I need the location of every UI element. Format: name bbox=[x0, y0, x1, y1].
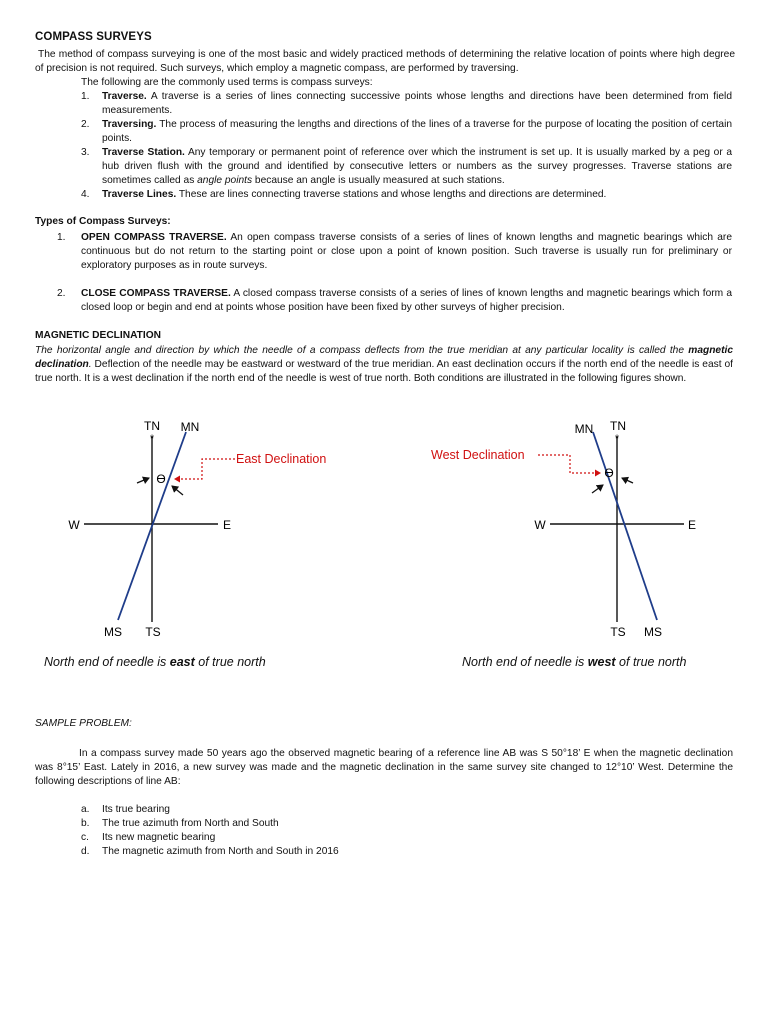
callout-leader bbox=[175, 459, 235, 479]
type-name: CLOSE COMPASS TRAVERSE. bbox=[81, 288, 231, 299]
east-caption bbox=[44, 655, 266, 669]
term-name: Traverse. bbox=[102, 91, 147, 102]
term-definition: Any temporary or permanent point of reference over which the instrument is set up. It is usually marked by a peg or a hub driven flush with the ground and identified by consecutive letters or numbers as the survey progresses. Traverse stations are sometimes called as bbox=[102, 147, 732, 186]
star-icon: * bbox=[149, 433, 155, 445]
term-definition: These are lines connecting traverse stations and whose lengths and directions are determined. bbox=[176, 189, 607, 200]
tn-label: TN bbox=[144, 419, 160, 433]
term-definition-end: because an angle is usually measured at such stations. bbox=[252, 175, 505, 186]
list-number: 1. bbox=[57, 232, 66, 243]
list-letter: a. bbox=[81, 804, 90, 815]
list-letter: b. bbox=[81, 818, 90, 829]
caption-text-end: of true north bbox=[194, 655, 266, 669]
w-label: W bbox=[534, 518, 546, 532]
type-definition: A closed compass traverse consists of a series of lines of known lengths and magnetic bearings which form a closed loop or begin and end at points whose position have been fixed by other surveys of higher precision. bbox=[81, 288, 732, 313]
list-item bbox=[0, 831, 339, 845]
terms-intro: The following are the commonly used terms is compass surveys: bbox=[81, 77, 373, 88]
page-title: COMPASS SURVEYS bbox=[35, 31, 152, 43]
declination-diagrams bbox=[0, 408, 768, 648]
list-item bbox=[0, 90, 732, 118]
list-number: 3. bbox=[81, 147, 90, 158]
list-number: 2. bbox=[81, 119, 90, 130]
list-number: 4. bbox=[81, 189, 90, 200]
term-name: Traverse Station. bbox=[102, 147, 185, 158]
question-text: Its true bearing bbox=[102, 804, 170, 815]
angle-arrow-icon bbox=[137, 478, 149, 483]
east-declination-label: East Declination bbox=[236, 452, 327, 466]
defined-term: magnetic declination bbox=[35, 345, 733, 370]
theta-label: ϴ bbox=[604, 466, 614, 480]
mn-label: MN bbox=[180, 420, 200, 434]
west-caption bbox=[462, 655, 686, 669]
question-text: The magnetic azimuth from North and South in 2016 bbox=[102, 846, 339, 857]
list-letter: c. bbox=[81, 832, 89, 843]
mn-label: MN bbox=[574, 422, 594, 436]
list-item bbox=[0, 188, 732, 202]
east-declination-figure bbox=[68, 419, 326, 639]
e-label: E bbox=[687, 518, 697, 532]
definition-end: . bbox=[88, 359, 95, 370]
caption-text-end: of true north bbox=[615, 655, 687, 669]
star-icon: * bbox=[614, 433, 620, 445]
ts-label: TS bbox=[610, 625, 626, 639]
terms-list bbox=[0, 90, 768, 202]
magnetic-needle-line bbox=[593, 432, 657, 620]
question-text: Its new magnetic bearing bbox=[102, 832, 216, 843]
list-item bbox=[0, 817, 339, 831]
sample-problem bbox=[35, 747, 733, 789]
questions-list bbox=[0, 803, 339, 859]
list-number: 1. bbox=[81, 91, 90, 102]
declination-paragraph bbox=[35, 344, 733, 386]
west-declination-figure bbox=[431, 419, 696, 639]
callout-leader bbox=[538, 455, 600, 473]
angle-arrow-icon bbox=[172, 486, 183, 495]
w-label: W bbox=[68, 518, 80, 532]
types-list bbox=[0, 231, 768, 315]
term-emphasis: angle points bbox=[197, 175, 253, 186]
list-item bbox=[0, 231, 732, 273]
list-item bbox=[0, 845, 339, 859]
angle-arrow-icon bbox=[622, 478, 633, 483]
intro-paragraph: The method of compass surveying is one of the most basic and widely practiced methods of determining the relative location of points where high degree of precision is not required. Such surveys, which employ a magnetic compass, are performed by traversing. bbox=[35, 49, 735, 74]
list-item bbox=[0, 118, 732, 146]
declination-explanation: Deflection of the needle may be eastward or westward of the true meridian. An east declination occurs if the north end of the needle is east of true north. It is a west declination if the north end of the needle is west of true north. Both conditions are illustrated in the following figures shown. bbox=[35, 359, 733, 384]
type-definition: An open compass traverse consists of a series of lines of known lengths and magnetic bearings which are continuous but do not return to the starting point or close upon a point of known position. Such traverse is usually run for preliminary or exploratory purposes as in route surveys. bbox=[81, 232, 732, 271]
question-text: The true azimuth from North and South bbox=[102, 818, 279, 829]
term-definition: A traverse is a series of lines connecting successive points whose lengths and directions have been determined from field measurements. bbox=[102, 91, 732, 116]
angle-arrow-icon bbox=[592, 485, 603, 493]
term-name: Traversing. bbox=[102, 119, 157, 130]
type-name: OPEN COMPASS TRAVERSE. bbox=[81, 232, 227, 243]
theta-label: ϴ bbox=[156, 472, 166, 486]
definition-text: The horizontal angle and direction by which the needle of a compass deflects from the true meridian at any particular locality is called the bbox=[35, 345, 689, 356]
tn-label: TN bbox=[610, 419, 626, 433]
list-item bbox=[0, 803, 339, 817]
e-label: E bbox=[222, 518, 232, 532]
sample-problem-text: In a compass survey made 50 years ago the observed magnetic bearing of a reference line AB was S 50°18’ E when the magnetic declination was 8°15’ East. Lately in 2016, a new survey was made and the magnetic declination in the same survey site changed to 12°10’ West. Determine the following descriptions of line AB: bbox=[35, 748, 733, 787]
ts-label: TS bbox=[145, 625, 161, 639]
list-item bbox=[0, 287, 732, 315]
term-definition: The process of measuring the lengths and directions of the lines of a traverse for the purpose of locating the position of certain points. bbox=[102, 119, 732, 144]
caption-emphasis: east bbox=[169, 655, 195, 669]
section-heading: MAGNETIC DECLINATION bbox=[35, 330, 162, 341]
caption-text: North end of needle is bbox=[44, 655, 170, 669]
sample-heading: SAMPLE PROBLEM: bbox=[35, 718, 132, 729]
caption-emphasis: west bbox=[587, 655, 616, 669]
ms-label: MS bbox=[644, 625, 662, 639]
types-heading: Types of Compass Surveys: bbox=[35, 216, 171, 227]
list-number: 2. bbox=[57, 288, 66, 299]
ms-label: MS bbox=[104, 625, 122, 639]
west-declination-label: West Declination bbox=[431, 448, 525, 462]
caption-text: North end of needle is bbox=[462, 655, 588, 669]
list-item bbox=[0, 146, 732, 188]
term-name: Traverse Lines. bbox=[102, 189, 177, 200]
list-letter: d. bbox=[81, 846, 90, 857]
